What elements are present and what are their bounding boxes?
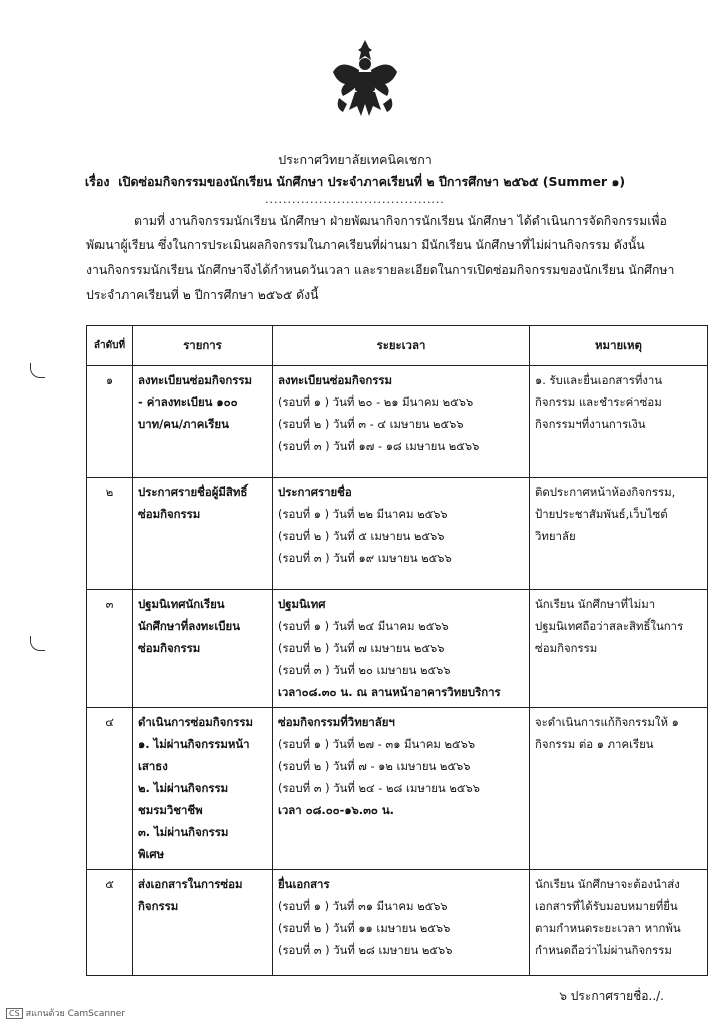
period-line: (รอบที่ ๑ ) วันที่ ๒๗ - ๓๑ มีนาคม ๒๕๖๖ [278,737,476,751]
row-number: ๓ [87,590,133,708]
period-line: ปฐมนิเทศ [278,597,326,611]
item-line: ปฐมนิเทศนักเรียน [138,597,225,611]
schedule-table [86,325,708,976]
camscanner-icon: CS [6,1008,23,1019]
margin-mark [30,363,45,378]
row-number: ๕ [87,870,133,976]
table-row [87,478,708,590]
col-header-note: หมายเหตุ [530,326,708,366]
note-line: ๑. รับและยื่นเอกสารที่งาน [535,373,663,387]
row-item [133,870,273,976]
period-line: (รอบที่ ๑ ) วันที่ ๒๐ - ๒๑ มีนาคม ๒๕๖๖ [278,395,474,409]
row-note [530,590,708,708]
row-period [273,366,530,478]
table-row [87,870,708,976]
period-line: (รอบที่ ๒ ) วันที่ ๕ เมษายน ๒๕๖๖ [278,529,445,543]
scanner-text: สแกนด้วย CamScanner [25,1009,125,1019]
item-line: ชมรมวิชาชีพ [138,803,203,817]
para-line: ประจำภาคเรียนที่ ๒ ปีการศึกษา ๒๕๖๕ ดังนี้ [86,288,319,302]
item-line: ซ่อมกิจกรรม [138,507,201,521]
row-note [530,870,708,976]
row-item [133,708,273,870]
period-line: ยื่นเอกสาร [278,877,330,891]
table-row [87,366,708,478]
period-line: เวลา ๐๘.๐๐-๑๖.๓๐ น. [278,803,394,817]
continuation-text: ๖ ประกาศรายชื่อ../. [559,989,664,1003]
org-line: ประกาศวิทยาลัยเทคนิคเชกา [278,152,432,167]
row-period [273,870,530,976]
note-line: นักเรียน นักศึกษาที่ไม่มา [535,597,656,611]
item-line: กิจกรรม [138,899,179,913]
item-line: ดำเนินการซ่อมกิจกรรม [138,715,253,729]
row-note [530,708,708,870]
period-line: ซ่อมกิจกรรมที่วิทยาลัยฯ [278,715,395,729]
table-header-row [87,326,708,366]
item-line: ๑. ไม่ผ่านกิจกรรมหน้า [138,737,250,751]
item-line: ๓. ไม่ผ่านกิจกรรม [138,825,229,839]
period-line: (รอบที่ ๒ ) วันที่ ๗ - ๑๒ เมษายน ๒๕๖๖ [278,759,471,773]
para-line: งานกิจกรรมนักเรียน นักศึกษาจึงได้กำหนดวันเวลา และรายละเอียดในการเปิดซ่อมกิจกรรมของนักเรียน นักศึกษา [86,263,675,277]
note-line: ปฐมนิเทศถือว่าสละสิทธิ์ในการ [535,619,684,633]
subject-text: เปิดซ่อมกิจกรรมของนักเรียน นักศึกษา ประจำภาคเรียนที่ ๒ ปีการศึกษา ๒๕๖๕ (Summer ๑) [118,174,626,189]
period-line: (รอบที่ ๓ ) วันที่ ๒๐ เมษายน ๒๕๖๖ [278,663,451,677]
row-number: ๑ [87,366,133,478]
note-line: กิจกรรม และชำระค่าซ่อม [535,395,662,409]
note-line: จะดำเนินการแก้กิจกรรมให้ ๑ [535,715,679,729]
period-line: (รอบที่ ๑ ) วันที่ ๒๒ มีนาคม ๒๕๖๖ [278,507,448,521]
period-line: (รอบที่ ๓ ) วันที่ ๒๔ - ๒๘ เมษายน ๒๕๖๖ [278,781,480,795]
note-line: กิจกรรมฯที่งานการเงิน [535,417,646,431]
row-period [273,708,530,870]
period-line: ประกาศรายชื่อ [278,485,352,499]
garuda-emblem-icon [331,38,399,120]
subject-label: เรื่อง [84,174,110,189]
para-line: พัฒนาผู้เรียน ซึ่งในการประเมินผลกิจกรรมในภาคเรียนที่ผ่านมา มีนักเรียน นักศึกษาที่ไม่ผ่านกิจกรรม ดังนั้น [86,238,645,252]
row-note [530,478,708,590]
item-line: ลงทะเบียนซ่อมกิจกรรม [138,373,253,387]
note-line: นักเรียน นักศึกษาจะต้องนำส่ง [535,877,680,891]
subject-line [0,172,710,192]
row-item [133,366,273,478]
note-line: ซ่อมกิจกรรม [535,641,598,655]
period-line: (รอบที่ ๑ ) วันที่ ๓๑ มีนาคม ๒๕๖๖ [278,899,448,913]
note-line: กำหนดถือว่าไม่ผ่านกิจกรรม [535,943,672,957]
margin-mark [30,636,45,651]
period-line: (รอบที่ ๒ ) วันที่ ๑๑ เมษายน ๒๕๖๖ [278,921,451,935]
note-line: ตามกำหนดระยะเวลา หากพ้น [535,921,681,935]
col-header-period: ระยะเวลา [273,326,530,366]
item-line: บาท/คน/ภาคเรียน [138,417,229,431]
note-line: เอกสารที่ได้รับมอบหมายที่ยื่น [535,899,678,913]
row-period [273,478,530,590]
item-line: ประกาศรายชื่อผู้มีสิทธิ์ [138,485,248,499]
para-line: ตามที่ งานกิจกรรมนักเรียน นักศึกษา ฝ่ายพัฒนากิจการนักเรียน นักศึกษา ได้ดำเนินการจัดกิจกรรมเพื่อ [134,214,667,228]
period-line: (รอบที่ ๓ ) วันที่ ๑๗ - ๑๘ เมษายน ๒๕๖๖ [278,439,480,453]
period-line: (รอบที่ ๒ ) วันที่ ๓ - ๔ เมษายน ๒๕๖๖ [278,417,464,431]
period-line: (รอบที่ ๒ ) วันที่ ๗ เมษายน ๒๕๖๖ [278,641,445,655]
item-line: ซ่อมกิจกรรม [138,641,201,655]
col-header-no: ลำดับที่ [87,326,133,366]
item-line: - ค่าลงทะเบียน ๑๐๐ [138,395,238,409]
col-header-item: รายการ [133,326,273,366]
period-line: (รอบที่ ๑ ) วันที่ ๒๔ มีนาคม ๒๕๖๖ [278,619,449,633]
note-line: กิจกรรม ต่อ ๑ ภาคเรียน [535,737,654,751]
note-line: วิทยาลัย [535,529,576,543]
period-line: ลงทะเบียนซ่อมกิจกรรม [278,373,393,387]
table-row [87,708,708,870]
note-line: ติดประกาศหน้าห้องกิจกรรม, [535,485,676,499]
row-number: ๒ [87,478,133,590]
item-line: นักศึกษาที่ลงทะเบียน [138,619,240,633]
row-item [133,590,273,708]
item-line: เสาธง [138,759,168,773]
item-line: ส่งเอกสารในการซ่อม [138,877,243,891]
item-line: ๒. ไม่ผ่านกิจกรรม [138,781,229,795]
scanner-watermark [6,1006,125,1020]
period-line: เวลา๐๘.๓๐ น. ณ ลานหน้าอาคารวิทยบริการ [278,685,501,699]
row-note [530,366,708,478]
period-line: (รอบที่ ๓ ) วันที่ ๑๙ เมษายน ๒๕๖๖ [278,551,452,565]
period-line: (รอบที่ ๓ ) วันที่ ๒๘ เมษายน ๒๕๖๖ [278,943,453,957]
item-line: พิเศษ [138,847,165,861]
divider: ........................................ [265,193,445,206]
row-item [133,478,273,590]
row-period [273,590,530,708]
table-row [87,590,708,708]
note-line: ป้ายประชาสัมพันธ์,เว็บไซต์ [535,507,668,521]
row-number: ๔ [87,708,133,870]
